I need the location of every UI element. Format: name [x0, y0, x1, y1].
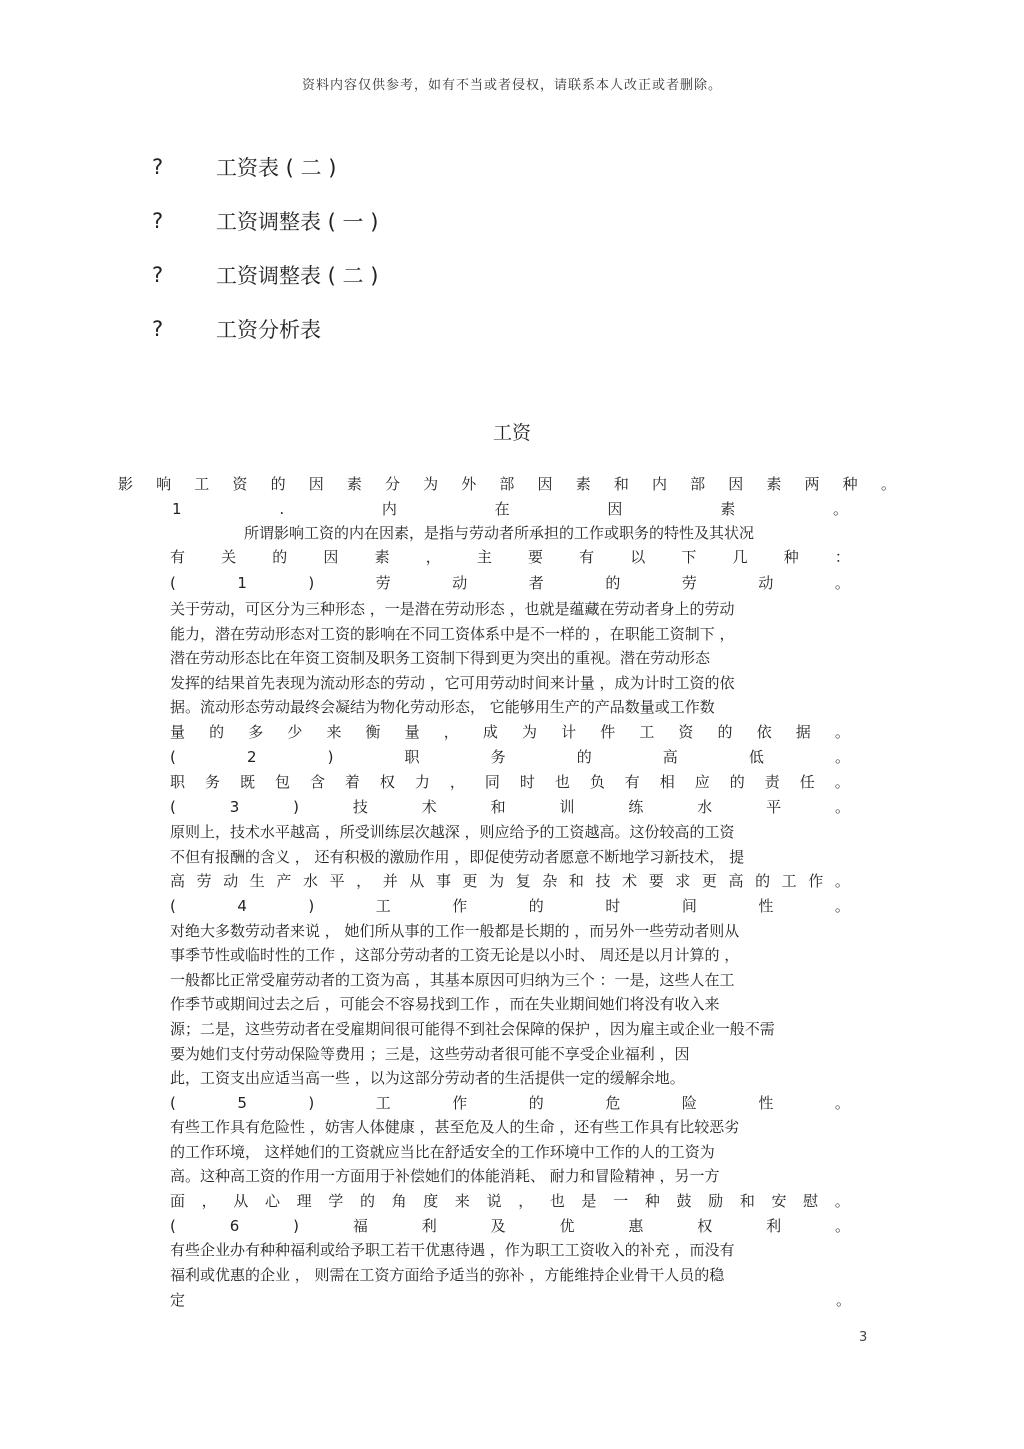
paragraph-line: 职 务 既 包 含 着 权 力 ， 同 时 也 负 有 相 应 的 责 任 。 [170, 773, 850, 791]
paragraph-line: 要为她们支付劳动保险等费用 ；三是，这些劳动者很可能不享受企业福利 ，因 [170, 1045, 690, 1063]
toc-list [152, 140, 378, 356]
item-heading: ( 3 ) 技 术 和 训 练 水 平 。 [170, 798, 850, 816]
paragraph-line: 发挥的结果首先表现为流动形态的劳动 ，它可用劳动时间来计量 ，成为计时工资的依 [170, 674, 735, 692]
paragraph-line: 。 [836, 1291, 852, 1309]
header-note: 资料内容仅供参考，如有不当或者侵权，请联系本人改正或者删除。 [301, 78, 722, 93]
paragraph-line: 关于劳动，可区分为三种形态 ，一是潜在劳动形态 ，也就是蕴藏在劳动者身上的劳动 [170, 600, 735, 618]
paragraph-line: 事季节性或临时性的工作 ，这部分劳动者的工资无论是以小时、 周还是以月计算的 ， [170, 946, 740, 964]
toc-bullet: ? [152, 155, 164, 179]
toc-bullet: ? [152, 263, 164, 287]
paragraph-line: 的工作环境， 这样她们的工资就应当比在舒适安全的工作环境中工作的人的工资为 [170, 1143, 715, 1161]
item-heading: ( 4 ) 工 作 的 时 间 性 。 [170, 897, 850, 915]
paragraph-line: 高。这种高工资的作用一方面用于补偿她们的体能消耗、 耐力和冒险精神 ，另一方 [170, 1167, 720, 1185]
paragraph-line: 有些工作具有危险性 ，妨害人体健康 ，甚至危及人的生命 ，还有些工作具有比较恶劣 [170, 1118, 740, 1136]
item-heading: ( 6 ) 福 利 及 优 惠 权 利 。 [170, 1217, 850, 1235]
paragraph-line: 量 的 多 少 来 衡 量 ， 成 为 计 件 工 资 的 依 据 。 [170, 723, 850, 741]
toc-bullet: ? [152, 209, 164, 233]
paragraph-line: 对绝大多数劳动者来说 ， 她们所从事的工作一般都是长期的 ，而另外一些劳动者则从 [170, 922, 740, 940]
toc-label: 工资分析表 [216, 318, 321, 342]
paragraph-line: 作季节或期间过去之后 ，可能会不容易找到工作 ，而在失业期间她们将没有收入来 [170, 995, 720, 1013]
paragraph-line: 有 关 的 因 素 ， 主 要 有 以 下 几 种 ： [170, 548, 850, 566]
toc-item[interactable] [152, 140, 378, 194]
paragraph-line: 此，工资支出应适当高一些 ，以为这部分劳动者的生活提供一定的缓解余地。 [170, 1069, 685, 1087]
paragraph-line: 所谓影响工资的内在因素，是指与劳动者所承担的工作或职务的特性及其状况 [244, 524, 755, 542]
paragraph-line: 原则上，技术水平越高 ，所受训练层次越深 ，则应给予的工资越高。这份较高的工资 [170, 823, 735, 841]
page-number: 3 [859, 1330, 868, 1345]
paragraph-line: 高 劳 动 生 产 水 平 ， 并 从 事 更 为 复 杂 和 技 术 要 求 更 高 的 工 作 。 [170, 872, 850, 890]
item-heading: ( 1 ) 劳 动 者 的 劳 动 。 [170, 574, 850, 592]
toc-item[interactable] [152, 302, 378, 356]
paragraph-line: 能力，潜在劳动形态对工资的影响在不同工资体系中是不一样的 ，在职能工资制下 ， [170, 625, 735, 643]
paragraph-line: 不但有报酬的含义 ， 还有积极的激励作用 ，即促使劳动者愿意不断地学习新技术， 提 [170, 848, 745, 866]
toc-item[interactable] [152, 194, 378, 248]
paragraph-line: 潜在劳动形态比在年资工资制及职务工资制下得到更为突出的重视。潜在劳动形态 [170, 649, 711, 667]
subheading-inner-factors: 1 . 内 在 因 素 。 [172, 500, 848, 518]
toc-item[interactable] [152, 248, 378, 302]
item-heading: ( 2 ) 职 务 的 高 低 。 [170, 748, 850, 766]
paragraph-line: 定 [170, 1291, 186, 1309]
paragraph-line: 源；二是，这些劳动者在受雇期间很可能得不到社会保障的保护 ，因为雇主或企业一般不需 [170, 1020, 775, 1038]
item-heading: ( 5 ) 工 作 的 危 险 性 。 [170, 1094, 850, 1112]
toc-label: 工资调整表 ( 一 ) [216, 210, 379, 234]
toc-label: 工资调整表 ( 二 ) [216, 264, 379, 288]
section-title: 工资 [492, 422, 531, 444]
paragraph-line: 面 ， 从 心 理 学 的 角 度 来 说 ， 也 是 一 种 鼓 励 和 安 慰 。 [170, 1192, 850, 1210]
intro-line: 影 响 工 资 的 因 素 分 为 外 部 因 素 和 内 部 因 素 两 种 。 [118, 475, 896, 493]
paragraph-line: 有些企业办有种种福利或给予职工若干优惠待遇 ，作为职工工资收入的补充 ，而没有 [170, 1241, 735, 1259]
paragraph-line: 一般都比正常受雇劳动者的工资为高 ，其基本原因可归纳为三个 ：一是，这些人在工 [170, 971, 735, 989]
toc-label: 工资表 ( 二 ) [216, 156, 337, 180]
paragraph-line: 福利或优惠的企业 ， 则需在工资方面给予适当的弥补 ，方能维持企业骨干人员的稳 [170, 1266, 725, 1284]
paragraph-line: 据。流动形态劳动最终会凝结为物化劳动形态， 它能够用生产的产品数量或工作数 [170, 698, 715, 716]
toc-bullet: ? [152, 317, 164, 341]
